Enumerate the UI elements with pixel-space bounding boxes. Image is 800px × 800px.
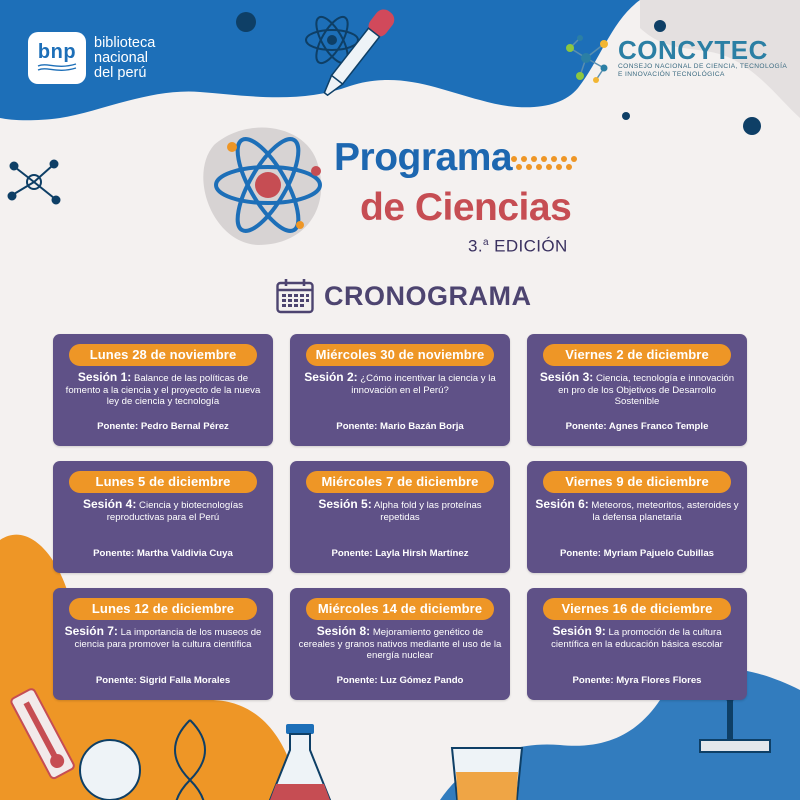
session-topic: ¿Cómo incentivar la ciencia y la innovación en el Perú? [351, 373, 496, 396]
session-description [298, 626, 502, 662]
session-speaker: Ponente: Myriam Pajuelo Cubillas [559, 548, 715, 559]
title-line-2: de Ciencias [360, 186, 572, 229]
session-speaker: Ponente: Pedro Bernal Pérez [97, 421, 229, 432]
session-description [535, 372, 739, 408]
concytec-title: CONCYTEC [618, 35, 768, 65]
session-topic: Alpha fold y las proteínas repetidas [373, 500, 482, 523]
concytec-subtitle: CONSEJO NACIONAL DE CIENCIA, TECNOLOGÍA E INNOVACIÓN TECNOLÓGICA [618, 63, 787, 78]
session-card [53, 461, 273, 573]
program-title [200, 118, 600, 268]
session-date: Lunes 28 de noviembre [69, 344, 257, 366]
session-date: Miércoles 30 de noviembre [306, 344, 494, 366]
bnp-abbr: bnp [37, 41, 77, 63]
session-description [61, 372, 265, 408]
network-icon [560, 32, 612, 84]
session-description [298, 372, 502, 396]
session-description [61, 499, 265, 523]
bnp-name-line: del perú [94, 64, 147, 81]
round-flask-icon [80, 740, 140, 800]
bnp-name [94, 36, 155, 81]
edition-word: EDICIÓN [488, 236, 568, 256]
session-topic: La importancia de los museos de ciencia para promover la cultura científica [74, 627, 262, 650]
session-label: Sesión 3: [539, 370, 594, 384]
session-topic: Ciencia, tecnología e innovación en pro de los Objetivos de Desarrollo Sostenible [558, 373, 735, 407]
beaker-icon [452, 748, 522, 800]
dot-decoration [654, 20, 666, 32]
book-wave-icon [36, 62, 78, 74]
session-topic: Balance de las políticas de fomento a la ciencia y el proyecto de la nueva ley de ciencia y tecnología [65, 373, 261, 407]
session-description [61, 626, 265, 650]
session-card [53, 334, 273, 446]
session-label: Sesión 6: [535, 497, 589, 511]
schedule-heading [276, 278, 532, 314]
session-speaker: Ponente: Luz Gómez Pando [336, 675, 464, 686]
concytec-logo [560, 32, 788, 84]
bnp-name-line: biblioteca [94, 34, 156, 51]
session-date: Miércoles 7 de diciembre [306, 471, 494, 493]
session-label: Sesión 1: [77, 370, 132, 384]
session-topic: Meteoros, meteoritos, asteroides y la defensa planetaria [591, 500, 739, 523]
session-date: Lunes 5 de diciembre [69, 471, 257, 493]
session-topic: Ciencia y biotecnologías reproductivas para el Perú [106, 500, 244, 523]
bnp-badge [28, 32, 86, 84]
dot-decoration [236, 12, 256, 32]
session-card [53, 588, 273, 700]
schedule-title: CRONOGRAMA [324, 280, 532, 311]
session-label: Sesión 8: [316, 624, 371, 638]
session-card [290, 588, 510, 700]
session-speaker: Ponente: Layla Hirsh Martínez [331, 548, 469, 559]
session-card [290, 334, 510, 446]
dot-decoration [743, 117, 761, 135]
session-label: Sesión 2: [304, 370, 358, 384]
session-description [298, 499, 502, 523]
edition-ordinal: a [482, 237, 489, 248]
edition-label [468, 234, 568, 256]
molecule-icon [9, 161, 60, 204]
session-date: Viernes 2 de diciembre [543, 344, 731, 366]
session-card [527, 588, 747, 700]
dot-decoration [622, 112, 630, 120]
session-speaker: Ponente: Agnes Franco Temple [565, 421, 709, 432]
session-label: Sesión 5: [318, 497, 372, 511]
session-topic: La promoción de la cultura científica en la educación básica escolar [551, 627, 723, 650]
session-description [535, 499, 739, 523]
session-speaker: Ponente: Mario Bazán Borja [336, 421, 464, 432]
session-date: Viernes 16 de diciembre [543, 598, 731, 620]
session-speaker: Ponente: Martha Valdivia Cuya [93, 548, 233, 559]
session-card [527, 461, 747, 573]
session-label: Sesión 4: [82, 497, 137, 511]
title-line-1: Programa [334, 136, 513, 179]
session-date: Viernes 9 de diciembre [543, 471, 731, 493]
session-topic: Mejoramiento genético de cereales y granos nativos mediante el uso de la energía nuclear [298, 627, 502, 661]
session-label: Sesión 9: [552, 624, 606, 638]
edition-number: 3. [468, 236, 483, 256]
bnp-name-line: nacional [94, 49, 149, 66]
calendar-icon [276, 278, 314, 314]
session-speaker: Ponente: Sigrid Falla Morales [95, 675, 231, 686]
session-card [290, 461, 510, 573]
session-date: Lunes 12 de diciembre [69, 598, 257, 620]
session-card [527, 334, 747, 446]
session-speaker: Ponente: Myra Flores Flores [572, 675, 702, 686]
session-date: Miércoles 14 de diciembre [306, 598, 494, 620]
session-label: Sesión 7: [64, 624, 118, 638]
session-description [535, 626, 739, 650]
bnp-logo [28, 32, 155, 84]
